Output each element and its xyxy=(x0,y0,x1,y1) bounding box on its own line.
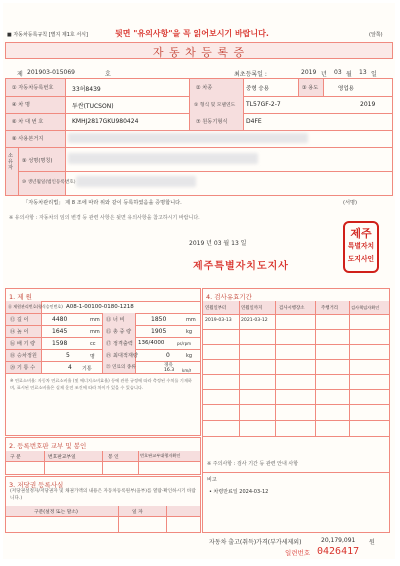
spec-note: ※ 연료소비율: 자동차 연료소비율 (및 에너지소비효율) 등에 관한 규정에 따라 측정된 수치를 기재하며, 표시된 연료소비율은 실제 운전 조건에 따라 차이가 있을 수 있습니다. xyxy=(10,378,192,390)
reg-month: 03 xyxy=(334,69,342,76)
cert-no-label: 제 xyxy=(17,71,23,78)
spec-fuel-efficiency: 16.3 xyxy=(164,368,175,373)
spec-unit: 기통 xyxy=(82,366,92,372)
row-label: ④ 차 명 xyxy=(12,102,30,108)
spec-label: ⑫ 길 이 xyxy=(10,317,29,323)
row-label: ⑥ 차 대 번 호 xyxy=(12,119,44,125)
owner-id-label: ⑩ 생년월일(법인등록번호) xyxy=(22,180,76,185)
issue-date: 2019 년 03 월 13 일 xyxy=(189,240,247,247)
spec-section xyxy=(5,288,201,436)
spec-label: ⑲ 최대적재량 xyxy=(106,353,138,359)
owner-name-label: ⑨ 성명(명칭) xyxy=(22,158,53,164)
plate-col-header: 번호판교부대행자확인 xyxy=(140,453,181,458)
spec-label: ㉑ 연료의 종류 xyxy=(106,365,136,370)
spec-label: ⑯ 배 기 량 xyxy=(10,341,36,347)
spec-label: ⑳ 기 통 수 xyxy=(10,365,36,371)
plate-section xyxy=(5,437,201,475)
notice-text: 뒷면 "유의사항"을 꼭 읽어보시기 바랍니다. xyxy=(115,29,269,38)
inspection-caution: ※ 주의사항 : 검사 기간 등 관련 안내 사항 xyxy=(207,461,299,467)
legal-statement: 「자동차관리법」 제 8 조에 따라 위와 같이 등록하였음을 증명합니다. xyxy=(23,200,182,206)
spec-unit: mm xyxy=(186,317,196,323)
inspection-col-header: 주행거리 xyxy=(321,306,338,311)
spec-unit: cc xyxy=(90,341,96,347)
form-reference: ■ 자동차등록규칙 [별지 제1호 서식] xyxy=(7,32,88,38)
reg-day: 13 xyxy=(359,69,367,76)
serial-number: 0426417 xyxy=(317,546,360,557)
vehicle-name: 투싼(TUCSON) xyxy=(72,103,114,110)
inspection-col-header: 검사시행장소 xyxy=(279,306,305,311)
inspection-col-header: 연월일까지 xyxy=(241,306,263,311)
reg-year-unit: 년 xyxy=(321,71,327,78)
spec-length: 4480 xyxy=(52,316,68,323)
spec-label: ⑭ 높 이 xyxy=(10,329,29,335)
plate-col-header: 구 분 xyxy=(10,455,21,460)
plate-col-header: 봉 인 xyxy=(108,455,119,460)
spec-width: 1850 xyxy=(151,316,167,323)
price-unit: 원 xyxy=(369,539,375,546)
spec-max-load: 0 xyxy=(166,352,170,359)
spec-gross-weight: 1905 xyxy=(151,328,167,335)
row-label: ① 자동차등록번호 xyxy=(12,85,54,91)
price-value: 20,179,091 xyxy=(321,537,356,544)
spec-label: ⑰ 정격출력 xyxy=(106,341,133,347)
spec-unit: ps/rpm xyxy=(177,341,192,346)
spec-title: 1. 제 원 xyxy=(9,293,32,301)
spec-cylinders: 4 xyxy=(68,364,72,371)
document-title: 자 동 차 등 록 증 xyxy=(152,46,246,59)
spec-unit: kg xyxy=(186,329,193,335)
mortgage-title: 3. 저당권 등록사실 xyxy=(9,481,64,489)
reg-year: 2019 xyxy=(301,69,317,76)
spec-label: ⑮ 총 중 량 xyxy=(106,329,132,335)
spec-unit: mm xyxy=(90,329,100,335)
serial-label: 일련번호 xyxy=(285,549,311,557)
mortgage-section xyxy=(5,476,201,533)
spec-height: 1645 xyxy=(52,328,68,335)
owner-side-label: 소유자 xyxy=(8,153,14,171)
engine-type: D4FE xyxy=(246,118,262,125)
row-label: ② 차종 xyxy=(196,85,213,91)
spec-label: ⑪ 제원관리번호(형식승인번호) xyxy=(8,304,63,309)
model-year: 2019 xyxy=(360,101,376,108)
spec-unit: kg xyxy=(186,353,193,359)
mortgage-desc: (저당권설정자/저당권자 및 채권가액의 내용은 자동차등록원부(을부)를 열람·확인하시기 바랍니다.) xyxy=(10,489,196,501)
inspection-from: 2019-03-13 xyxy=(205,318,232,323)
title-bar xyxy=(5,42,393,59)
reg-month-unit: 월 xyxy=(346,71,352,78)
cert-number: 201903-015069 xyxy=(27,69,75,76)
spec-power: 136/4000 xyxy=(138,340,165,346)
inspection-title: 4. 검사유효기간 xyxy=(206,293,252,301)
mortgage-col-header: 구분(설정 또는 말소) xyxy=(34,510,78,515)
price-label: 자동차 출고(취득)가격(부가세제외) xyxy=(209,539,302,546)
plate-number: 33허8439 xyxy=(72,86,101,93)
remarks-text: • 차령만료일 2024-03-12 xyxy=(209,489,269,495)
mortgage-col-header: 일 자 xyxy=(132,510,143,515)
inspection-section xyxy=(202,288,390,533)
remarks-label: 비고 xyxy=(207,477,217,483)
spec-unit: km/ℓ xyxy=(182,368,192,373)
official-seal: 제주 특별자치 도지사인 xyxy=(343,221,379,273)
spec-label: ⑬ 너 비 xyxy=(106,317,125,323)
vehicle-use: 영업용 xyxy=(338,86,354,92)
redacted-address xyxy=(68,133,308,143)
spec-label: ⑱ 승차정원 xyxy=(10,353,37,359)
cert-ho: 호 xyxy=(105,71,111,78)
inspection-col-header: 검사책임자확인 xyxy=(351,305,380,310)
plate-col-header: 번호판교부일 xyxy=(48,455,76,460)
model-type: TL57GF-2-7 xyxy=(246,101,281,108)
redacted-owner-name xyxy=(68,153,258,164)
row-label: ⑤ 형식 및 모델연도 xyxy=(194,103,236,108)
row-label: ⑧ 사용본거지 xyxy=(12,136,44,142)
spec-mgmt-number: A08-1-00100-0180-1218 xyxy=(66,304,134,310)
issuing-authority: 제주특별자치도지사 xyxy=(193,261,289,272)
caution-note: ※ 유의사항 : 자동차의 임의 변경 등 관련 사항은 뒷면 유의사항을 참고하시기 바랍니다. xyxy=(9,215,200,221)
reg-day-unit: 일 xyxy=(371,71,377,78)
row-label: ③ 용도 xyxy=(302,85,319,91)
inspection-to: 2021-03-12 xyxy=(241,318,268,323)
vin: KMHJ2817GKU980424 xyxy=(72,118,139,125)
redacted-owner-id xyxy=(76,176,196,187)
first-reg-label: 최초등록일 : xyxy=(234,71,267,78)
spec-seating: 5 xyxy=(66,352,70,359)
spec-displacement: 1598 xyxy=(52,340,68,347)
registration-document xyxy=(3,3,395,559)
vehicle-info-table xyxy=(5,78,393,196)
spec-unit: mm xyxy=(90,317,100,323)
inspection-col-header: 연월일부터 xyxy=(205,306,227,311)
row-label: ⑦ 원동기형식 xyxy=(196,119,228,125)
page-tag: (앞쪽) xyxy=(369,32,383,38)
plate-section-title: 2. 등록번호판 교부 및 봉인 xyxy=(9,442,87,450)
vehicle-class: 중형 승용 xyxy=(246,86,270,92)
spec-unit: 명 xyxy=(90,354,95,360)
spec-fuel-type: 경유 xyxy=(164,363,173,368)
signature-label: (서명) xyxy=(343,200,358,206)
